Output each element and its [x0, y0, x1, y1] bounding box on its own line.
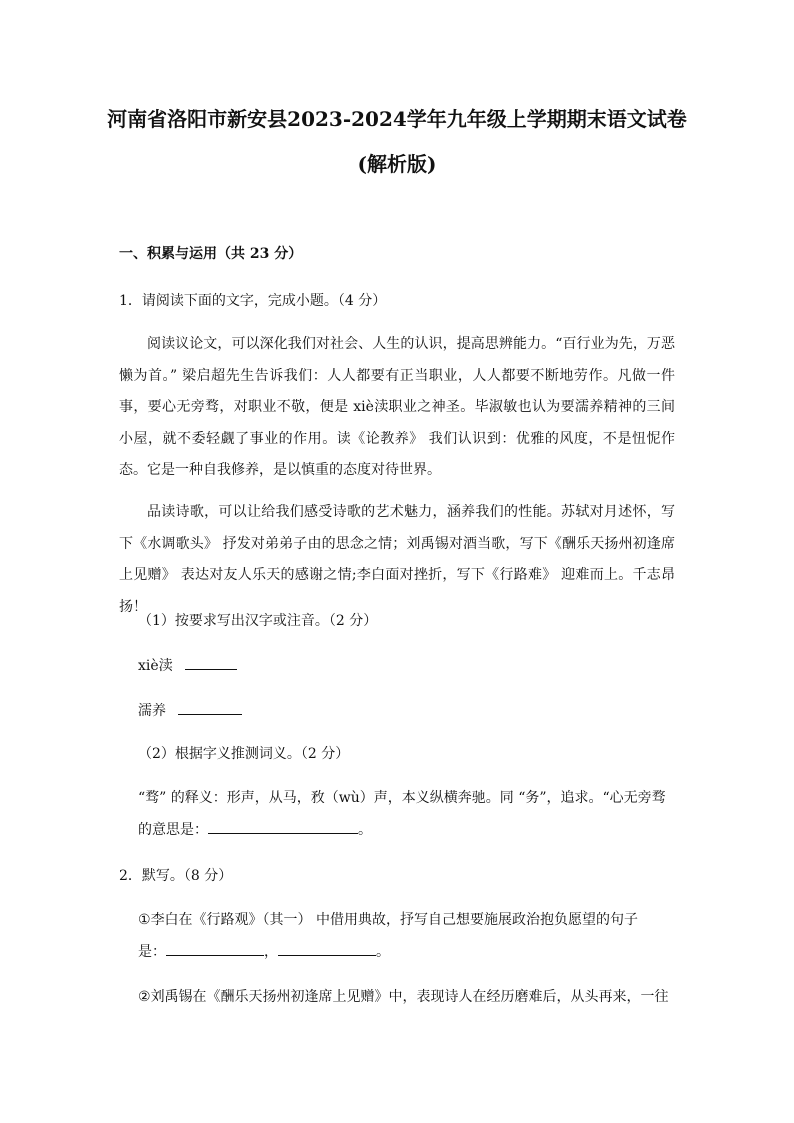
section-heading: 一、积累与运用（共 23 分）: [119, 246, 303, 262]
item-1-text: 李白在《行路观》（其一） 中借用典故，抒写自己想要施展政治抱负愿望的句子: [150, 912, 639, 928]
recite-item-2: [138, 986, 669, 1006]
document-title: 河南省洛阳市新安县2023-2024学年九年级上学期期末语文试卷: [107, 107, 687, 131]
item-1-prompt: 是：: [138, 944, 166, 960]
recite-item-1: [138, 909, 638, 929]
sub-question-2: （2）根据字义推测词义。（2 分）: [138, 746, 350, 762]
definition-prompt: 的意思是：: [138, 822, 208, 838]
answer-blank-1b[interactable]: [278, 941, 376, 956]
definition-line-2: [138, 819, 372, 839]
question-2-stem: 2．默写。（8 分）: [119, 868, 233, 884]
answer-blank-b[interactable]: [178, 700, 242, 715]
passage-paragraph-2: 品读诗歌，可以让给我们感受诗歌的艺术魅力，涵养我们的性能。苏轼对月述怀，写下《水调歌头》 抒发对弟弟子由的思念之情；刘禹锡对酒当歌，写下《酬乐天扬州初逢席上见赠》 表达对友人乐天的感谢之情;李白面对挫折，写下《行路难》 迎难而上。千志昂扬！: [119, 504, 675, 615]
fill-item-b: [138, 700, 242, 720]
fill-item-a-label: xiè渎: [138, 658, 173, 674]
item-1-separator: ，: [264, 944, 278, 960]
passage-paragraph-1: 阅读议论文，可以深化我们对社会、人生的认识，提高思辨能力。“百行业为先，万恶懒为首。” 梁启超先生告诉我们：人人都要有正当职业，人人都要不断地劳作。凡做一件事，要心无旁骛，对职业不敬，便是 xiè渎职业之神圣。毕淑敏也认为要濡养精神的三间小屋，就不委轻觑了事业的作用。读《论教养》 我们认识到：优雅的风度，不是忸怩作态。它是一种自我修养，是以慎重的态度对待世界。: [119, 336, 675, 478]
item-1-marker: ①: [138, 912, 151, 928]
sub-question-1: （1）按要求写出汉字或注音。（2 分）: [138, 613, 378, 629]
item-1-end: 。: [376, 944, 390, 960]
fill-item-b-label: 濡养: [138, 703, 166, 719]
item-2-marker: ②: [138, 989, 151, 1005]
fill-item-a: [138, 655, 237, 675]
question-1-stem: 1．请阅读下面的文字，完成小题。（4 分）: [119, 293, 387, 309]
definition-line-1: “骛” 的释义：形声，从马，敄（wù）声，本义纵横奔驰。同 “务”，追求。“心无旁骛: [138, 790, 666, 806]
definition-end: 。: [358, 822, 372, 838]
document-subtitle: (解析版): [357, 152, 437, 176]
item-2-text: 刘禹锡在《酬乐天扬州初逢席上见赠》中，表现诗人在经历磨难后，从头再来，一往: [150, 989, 669, 1005]
answer-blank-a[interactable]: [185, 655, 237, 670]
recite-item-1-answer-line: [138, 941, 390, 961]
answer-blank-meaning[interactable]: [208, 819, 358, 834]
answer-blank-1a[interactable]: [166, 941, 264, 956]
